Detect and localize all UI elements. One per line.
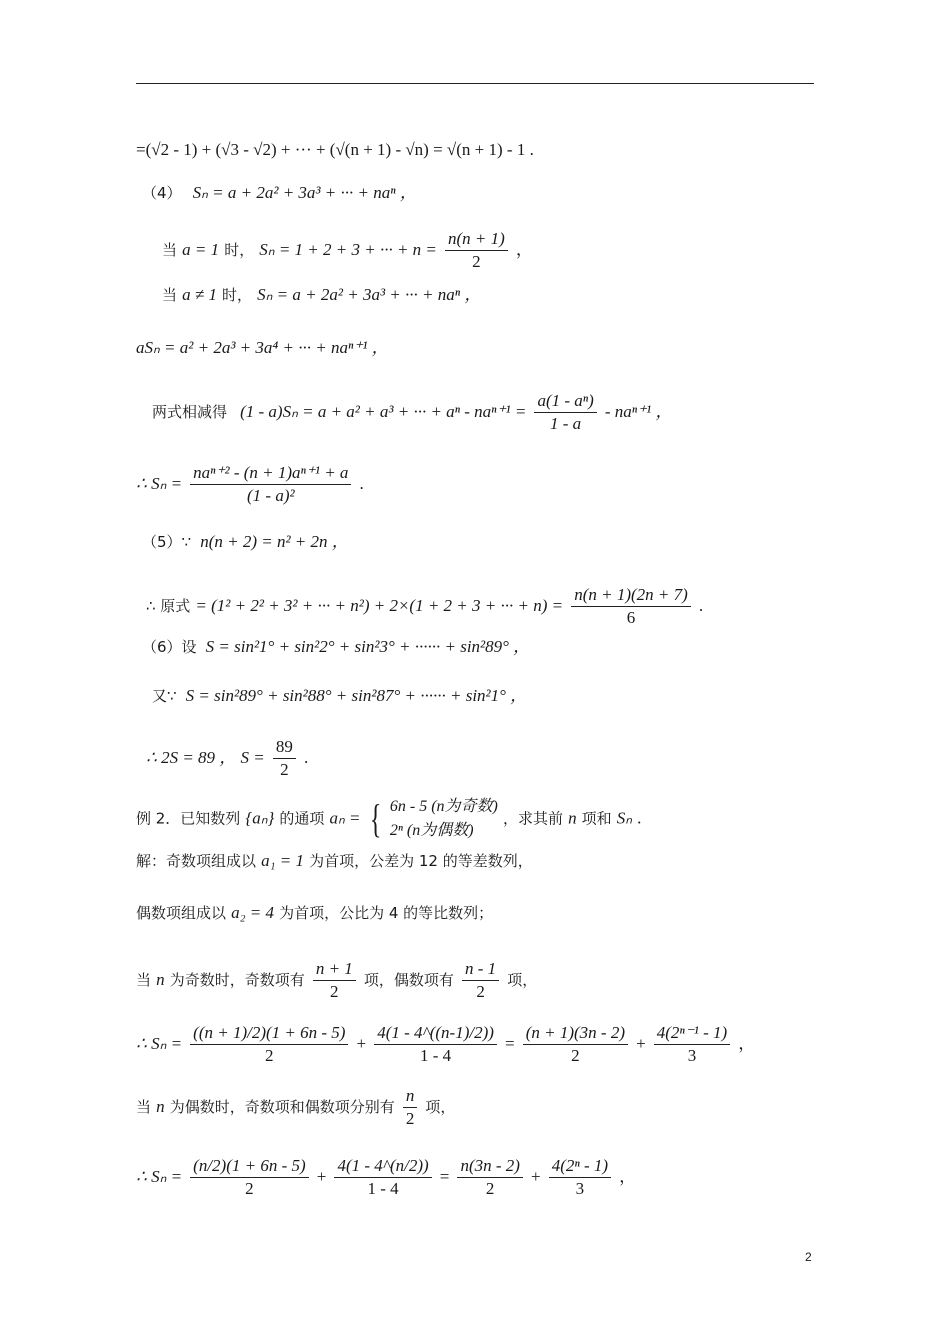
sequence-symbol: {aₙ} [245, 808, 275, 828]
fraction-denominator: 3 [687, 1046, 697, 1065]
fraction [534, 390, 596, 435]
fraction-numerator: n + 1 [315, 959, 353, 978]
fraction-numerator: n(3n - 2) [460, 1156, 520, 1175]
solution-even-line [136, 903, 493, 923]
piecewise-cases [390, 795, 498, 843]
fraction-numerator: a(1 - aⁿ) [537, 391, 594, 410]
sn-result-line [136, 462, 364, 507]
part-4-sum: Sₙ = a + 2a² + 3a³ + ··· + naⁿ ， [192, 183, 417, 202]
reversed-label: 又∵ [152, 687, 177, 705]
s-prefix: ∴ 2S = 89 ， S = [146, 748, 265, 767]
fraction-numerator: (n + 1)(3n - 2) [525, 1023, 625, 1042]
fraction [462, 958, 499, 1003]
header-rule [136, 83, 814, 84]
part-5-expression: n(n + 2) = n² + 2n ， [200, 532, 349, 551]
operator: + [636, 1034, 646, 1053]
operator: + [316, 1167, 327, 1186]
punctuation: . [359, 474, 364, 493]
part-6-label: （6）设 [142, 638, 197, 656]
fraction [549, 1155, 611, 1200]
fraction [654, 1022, 730, 1067]
solution-text: 解：奇数项组成以 [136, 852, 257, 870]
fraction-numerator: 4(1 - 4^((n-1)/2)) [377, 1023, 494, 1042]
sn-prefix: ∴ Sₙ = [136, 1034, 183, 1053]
case-expression: Sₙ = a + 2a² + 3a³ + ··· + naⁿ ， [257, 285, 482, 304]
example-text: 的通项 [279, 809, 325, 828]
sn-prefix: ∴ Sₙ = [136, 1167, 183, 1186]
fraction [374, 1022, 497, 1067]
fraction-denominator: 1 - 4 [367, 1179, 399, 1198]
fraction [571, 584, 691, 629]
operator: = [439, 1167, 450, 1186]
subtract-expression: (1 - a)Sₙ = a + a² + a³ + ··· + aⁿ - naⁿ⁺¹ = [240, 402, 527, 421]
part-6-line [142, 637, 530, 657]
case-a-equals-1-line [162, 228, 533, 273]
solution-text: 偶数项组成以 [136, 904, 227, 922]
fraction-denominator: 2 [330, 982, 339, 1001]
telescoping-sum-line [136, 140, 534, 160]
solution-text: 项， [507, 971, 538, 989]
telescoping-sum: =(√2 - 1) + (√3 - √2) + ··· + (√(n + 1) - √n) = √(n + 1) - 1 . [136, 140, 534, 159]
reversed-sum-line [152, 686, 527, 706]
fraction [190, 1022, 348, 1067]
fraction-denominator: 1 - 4 [419, 1046, 452, 1065]
fraction-denominator: 2 [245, 1179, 254, 1198]
asn-expression: aSₙ = a² + 2a³ + 3a⁴ + ··· + naⁿ⁺¹ ， [136, 338, 389, 357]
fraction [457, 1155, 522, 1200]
original-sum-line [146, 584, 703, 629]
part-6-expression: S = sin²1° + sin²2° + sin²3° + ······ + sin²89° ， [205, 637, 531, 656]
subtract-tail: - naⁿ⁺¹ ， [604, 402, 673, 421]
fraction [273, 736, 296, 781]
sn-prefix: ∴ Sₙ = [136, 474, 183, 493]
original-prefix: ∴ 原式 [146, 597, 191, 615]
solution-text: 当 [136, 1098, 152, 1116]
fraction-numerator: 4(2ⁿ - 1) [551, 1156, 609, 1175]
solution-text: 项， [425, 1098, 456, 1116]
fraction-numerator: (n/2)(1 + 6n - 5) [193, 1156, 306, 1175]
subtract-line [152, 390, 672, 435]
fraction-denominator: 6 [626, 608, 636, 627]
solution-odd-line [136, 851, 533, 871]
fraction-numerator: naⁿ⁺² - (n + 1)aⁿ⁺¹ + a [193, 463, 349, 482]
fraction-numerator: n - 1 [465, 959, 497, 978]
operator: + [531, 1167, 541, 1186]
part-4-label: （4） [142, 184, 182, 202]
page-number: 2 [805, 1250, 812, 1264]
fraction-denominator: 2 [280, 760, 289, 779]
operator: + [356, 1034, 367, 1053]
fraction-denominator: 2 [405, 1109, 415, 1128]
n-symbol: n [156, 970, 165, 989]
s-result-line [146, 736, 308, 781]
left-brace: { [369, 796, 381, 841]
solution-text: 为首项，公差为 12 的等差数列， [309, 852, 533, 870]
punctuation: . [637, 808, 642, 828]
fraction-denominator: 3 [575, 1179, 585, 1198]
asn-line [136, 338, 389, 358]
fraction-numerator: n(n + 1) [448, 229, 505, 248]
fraction-denominator: (1 - a)² [247, 486, 295, 505]
reversed-expression: S = sin²89° + sin²88° + sin²87° + ······ + sin²1° ， [185, 686, 528, 705]
punctuation: ， [738, 1034, 756, 1053]
fraction [190, 1155, 309, 1200]
fraction-denominator: 2 [485, 1179, 495, 1198]
original-expression: = (1² + 2² + 3² + ··· + n²) + 2×(1 + 2 + 3 + ··· + n) = [195, 596, 564, 615]
fraction-numerator: 4(1 - 4^(n/2)) [337, 1156, 429, 1175]
fraction-denominator: 2 [472, 252, 481, 271]
first-term: a₁ = 1 [261, 851, 304, 870]
example-text: 项和 [581, 809, 612, 828]
subtract-prefix: 两式相减得 [152, 403, 228, 421]
fraction [313, 958, 356, 1003]
odd-n-line [136, 958, 537, 1003]
example-text: ，求其前 [502, 809, 563, 828]
fraction-denominator: 2 [571, 1046, 580, 1065]
case-prefix: 当 [162, 241, 178, 259]
case-mid: 时， [222, 286, 253, 304]
solution-text: 项，偶数项有 [363, 971, 454, 989]
solution-text: 为首项，公比为 4 的等比数列； [279, 904, 494, 922]
fraction [445, 228, 508, 273]
even-sn-line [136, 1155, 636, 1200]
solution-text: 为偶数时，奇数项和偶数项分别有 [169, 1098, 395, 1116]
punctuation: ， [619, 1167, 637, 1186]
fraction-numerator: 4(2ⁿ⁻¹ - 1) [656, 1023, 728, 1042]
part-5-label: （5）∵ [142, 533, 192, 551]
fraction-numerator: ((n + 1)/2)(1 + 6n - 5) [193, 1023, 346, 1042]
fraction-denominator: 2 [265, 1046, 274, 1065]
operator: = [505, 1034, 515, 1053]
solution-text: 为奇数时，奇数项有 [169, 971, 305, 989]
case-condition: a = 1 [182, 240, 220, 259]
solution-text: 当 [136, 971, 152, 989]
punctuation: . [698, 596, 704, 615]
general-term: aₙ = [329, 808, 361, 828]
even-n-line [136, 1085, 455, 1130]
fraction-numerator: 89 [275, 737, 293, 756]
case-even: 2ⁿ (n为偶数) [389, 822, 474, 839]
sn-symbol: Sₙ [616, 808, 633, 828]
case-condition: a ≠ 1 [182, 285, 217, 304]
n-symbol: n [568, 808, 577, 828]
fraction [403, 1085, 418, 1130]
part-4-line [142, 183, 417, 203]
part-5-line [142, 532, 349, 552]
example-2-label: 例 2．已知数列 [136, 809, 241, 828]
fraction-denominator: 1 - a [550, 414, 582, 433]
punctuation: . [303, 748, 309, 767]
second-term: a₂ = 4 [231, 903, 274, 922]
fraction [523, 1022, 628, 1067]
fraction [334, 1155, 431, 1200]
case-prefix: 当 [162, 286, 178, 304]
fraction-denominator: 2 [476, 982, 485, 1001]
fraction-numerator: n [405, 1086, 415, 1105]
case-odd: 6n - 5 (n为奇数) [389, 798, 498, 815]
case-a-not-1-line [162, 285, 481, 305]
fraction-numerator: n(n + 1)(2n + 7) [574, 585, 688, 604]
fraction [190, 462, 351, 507]
odd-sn-line [136, 1022, 755, 1067]
case-expression: Sₙ = 1 + 2 + 3 + ··· + n = [259, 240, 437, 259]
case-mid: 时， [224, 241, 255, 259]
punctuation: ， [515, 240, 533, 259]
example-2-line [136, 795, 641, 843]
n-symbol: n [156, 1097, 165, 1116]
